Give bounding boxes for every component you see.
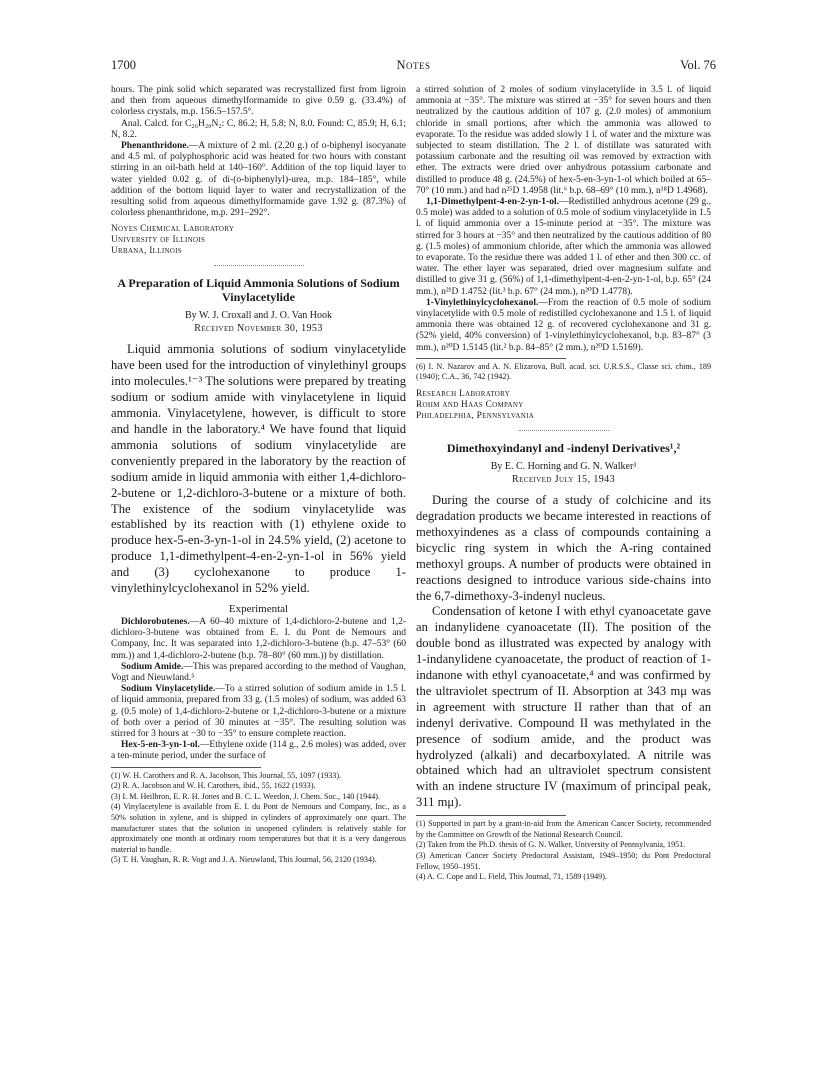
footnote: (5) T. H. Vaughan, R. R. Vogt and J. A. Nieuwland, This Journal, 56, 2120 (1934). — [111, 855, 377, 865]
paragraph-text: —From the reaction of 0.5 mole of sodium vinylacetylide with 0.5 mole of redistilled cyclohexanone and 1.5 l. of liquid ammonia there was obtained 12 g. of recovered cyclohexanone and 31 g. (52% yield, 40% conversion) of 1-vinylethinylcyclohexanol, b.p. 83–87° (3 mm.), n²⁰D 1.5145 (lit.² b.p. 84–85° (2 mm.), n²⁰D 1.5169). — [416, 297, 711, 353]
subheading: 1,1-Dimethylpent-4-en-2-yn-1-ol. — [426, 197, 559, 208]
address-line: Rohm and Haas Company — [416, 400, 524, 411]
footnote-rule — [416, 358, 566, 359]
subheading: 1-Vinylethinylcyclohexanol. — [426, 297, 539, 308]
left-column — [111, 85, 406, 866]
body-paragraph: During the course of a study of colchicine and its degradation products we became interested in reactions of methoxyindenes as a class of compounds containing a bicyclic ring system in which the A-ring contained methoxyl groups. A number of products were obtained in reactions designed to introduce various side-chains into the 6,7-dimethoxy-3-indenyl nucleus. — [416, 493, 711, 603]
address-line: Research Laboratory — [416, 389, 511, 400]
section-divider — [519, 430, 609, 431]
footnote: (2) R. A. Jacobson and W. H. Carothers, ibid., 55, 1622 (1933). — [111, 781, 316, 791]
footnote: (3) American Cancer Society Predoctoral Assistant, 1949–1950; du Pont Predoctoral Fellow, 1950–1951. — [416, 850, 711, 871]
paragraph — [416, 197, 711, 298]
paragraph-text: —This was prepared according to the method of Vaughan, Vogt and Nieuwland.⁵ — [111, 661, 406, 683]
article-authors: By E. C. Horning and G. N. Walker³ — [490, 461, 637, 473]
article-title: Dimethoxyindanyl and -indenyl Derivatives¹,² — [446, 441, 681, 456]
paragraph — [111, 617, 406, 662]
footnote-rule — [111, 767, 261, 768]
paragraph — [111, 662, 406, 684]
address-line: Urbana, Illinois — [111, 246, 182, 257]
article-authors: By W. J. Croxall and J. O. Van Hook — [184, 310, 333, 322]
right-column — [416, 85, 711, 883]
subheading: Phenanthridone. — [121, 141, 189, 152]
footnote: (3) I. M. Heilbron, E. R. H. Jones and B. C. L. Weedon, J. Chem. Soc., 140 (1944). — [111, 791, 380, 801]
address-line: University of Illinois — [111, 235, 206, 246]
address-line: Philadelphia, Pennsylvania — [416, 411, 535, 422]
paragraph — [111, 740, 406, 762]
paragraph — [416, 298, 711, 354]
footnote: (4) A. C. Cope and L. Field, This Journal, 71, 1589 (1949). — [416, 872, 607, 882]
paragraph — [111, 141, 406, 219]
subheading: Sodium Vinylacetylide. — [121, 684, 216, 695]
received-date: Received July 15, 1943 — [512, 474, 615, 486]
section-divider — [214, 265, 304, 266]
running-head: Notes — [396, 58, 431, 72]
paragraph-text: —To a stirred solution of sodium amide in 1.5 l. of liquid ammonia, prepared from 33 g. (1.5 moles) of sodium, was added 63 g. (0.5 mole) of 1,4-dichloro-2-butene or 1,2-dichloro-3-butene or a mixture of both over a period of 30 minutes at −35°. The resulting solution was stirred for 3 hours at −30 to −35° to ensure complete reaction. — [111, 684, 406, 739]
footnote: (4) Vinylacetylene is available from E. I. du Pont de Nemours and Company, Inc., as a 50% solution in xylene, and is shipped in cylinders of approximately one quart. The manufacturer states that the solution in unopened cylinders is relatively stable for approximately one month at ordinary room temperatures but that it is a very dangerous material to handle. — [111, 802, 406, 854]
paragraph-text: —A 60–40 mixture of 1,4-dichloro-2-butene and 1,2-dichloro-3-butene was obtained from E. I. du Pont de Nemours and Company, Inc. It was separated into 1,2-dichloro-3-butene (b.p. 47–53° (60 mm.)) and 1,4-dichloro-2-butene (b.p. 78–80° (60 mm.)) by distillation. — [111, 616, 406, 661]
subheading: Hex-5-en-3-yn-1-ol. — [121, 740, 200, 751]
subheading: Dichlorobutenes. — [121, 616, 190, 627]
subheading: Sodium Amide. — [121, 661, 184, 672]
paragraph-text: —Ethylene oxide (114 g., 2.6 moles) was added, over a ten-minute period, under the surface of — [111, 740, 406, 762]
received-date: Received November 30, 1953 — [194, 323, 323, 335]
article-title: A Preparation of Liquid Ammonia Solutions of Sodium Vinylacetylide — [117, 276, 400, 305]
page-header — [111, 58, 716, 74]
section-heading: Experimental — [228, 602, 289, 615]
page-number: 1700 — [111, 58, 136, 72]
footnote: (1) W. H. Carothers and R. A. Jacobson, This Journal, 55, 1097 (1933). — [111, 770, 342, 780]
paragraph-text: —A mixture of 2 ml. (2.20 g.) of o-biphenyl isocyanate and 4.5 ml. of polyphosphoric acid was heated for two hours with constant stirring in an oil-bath held at 140–160°. Addition of the top liquid layer to water yielded 0.02 g. of di-(o-biphenylyl)-urea, m.p. 184–185°, while addition of the bottom liquid layer to water and recrystallization of the resulting solid from aqueous dimethylformamide gave 1.92 g. (87.3%) of colorless phenanthridone, m.p. 291–292°. — [111, 141, 406, 219]
paragraph: hours. The pink solid which separated was recrystallized first from ligroin and then from aqueous dimethylformamide to give 0.59 g. (33.4%) of colorless crystals, m.p. 156.5–157.5°. — [111, 85, 406, 118]
footnote: (6) I. N. Nazarov and A. N. Elizarova, Bull. acad. sci. U.R.S.S., Classe sci. chim., 189 (1940); C.A., 36, 742 (1942). — [416, 361, 711, 382]
volume-label: Vol. 76 — [680, 58, 716, 72]
footnote: (2) Taken from the Ph.D. thesis of G. N. Walker, University of Pennsylvania, 1951. — [416, 840, 686, 850]
paragraph — [111, 684, 406, 740]
paragraph-text: —Redistilled anhydrous acetone (29 g., 0.5 mole) was added to a solution of 0.5 mole of sodium vinylacetylide in 1.5 l. of liquid ammonia over a 15-minute period at −35°. The mixture was stirred for 3 hours at −35° and then neutralized by the cautious addition of 80 g. (1.5 moles) of ammonium chloride, after which the ammonia was allowed to evaporate. To the residue there was added 1 l. of ether and then 300 cc. of water. The ether layer was separated, dried over magnesium sulfate and distilled to give 31 g. (56%) of 1,1-dimethylpent-4-en-2-yn-1-ol, b.p. 65° (24 mm.), n²¹D 1.4752 (lit.³ b.p. 67° (24 mm.), n²⁰D 1.4778). — [416, 197, 711, 297]
paragraph: a stirred solution of 2 moles of sodium vinylacetylide in 3.5 l. of liquid ammonia at −35°. The mixture was stirred at −35° for seven hours and then neutralized by the cautious addition of 107 g. (2.0 moles) of ammonium chloride in small portions, after which the ammonia was allowed to evaporate. To the residue was added slowly 1 l. of water and the mixture was subjected to steam distillation. The 2 l. of distillate was saturated with potassium carbonate and the resulting oil was removed by extraction with ether. The extracts were dried over anhydrous potassium carbonate and distilled to produce 48 g. (24.5%) of hex-5-en-3-yn-1-ol which boiled at 65–70° (10 mm.) and had n²⁵D 1.4958 (lit.⁶ b.p. 68–69° (10 mm.), n¹⁸D 1.4968). — [416, 85, 711, 196]
footnote-rule — [416, 815, 566, 816]
footnote: (1) Supported in part by a grant-in-aid from the American Cancer Society, recommended by the Committee on Growth of the National Research Council. — [416, 819, 711, 839]
intro-paragraph: Liquid ammonia solutions of sodium vinylacetylide have been used for the introduction of vinylethinyl groups into molecules.¹⁻³ The solutions were prepared by treating sodium or sodium amide with vinylacetylene in liquid ammonia. Vinylacetylene, however, is difficult to store and handle in the laboratory.⁴ We have found that liquid ammonia solutions of sodium vinylacetylide are conveniently prepared in the laboratory by the reaction of sodium amide in liquid ammonia with either 1,4-dichloro-2-butene or 1,2-dichloro-3-butene or a mixture of both. The existence of the sodium vinylacetylide was established by its reaction with (1) ethylene oxide to produce hex-5-en-3-yn-1-ol in 24.5% yield, (2) acetone to produce 1,1-dimethylpent-4-en-2-yn-1-ol in 56% yield and (3) cyclohexanone to produce 1-vinylethinylcyclohexanol in 52% yield. — [111, 342, 406, 596]
analysis-paragraph: Anal. Calcd. for C₂₆H₂₀N₂: C, 86.2; H, 5.8; N, 8.0. Found: C, 85.9; H, 6.1; N, 8.2. — [111, 118, 406, 140]
body-paragraph: Condensation of ketone I with ethyl cyanoacetate gave an indanylidene cyanoacetate (II). The position of the double bond as illustrated was expected by analogy with 1-indanylidene cyanoacetate, the product of reaction of 1-indanone with ethyl cyanoacetate,⁴ and was confirmed by the ultraviolet spectrum of II. Absorption at 343 mμ was in agreement with structure II rather than that of an indenyl derivative. Compound II was methylated in the presence of sodium amide, and the product was hydrolyzed (alkali) and decarboxylated. A nitrile was obtained which had an ultraviolet spectrum consistent with an indene structure IV (maximum of principal peak, 311 mμ). — [416, 604, 711, 810]
address-line: Noyes Chemical Laboratory — [111, 224, 235, 235]
